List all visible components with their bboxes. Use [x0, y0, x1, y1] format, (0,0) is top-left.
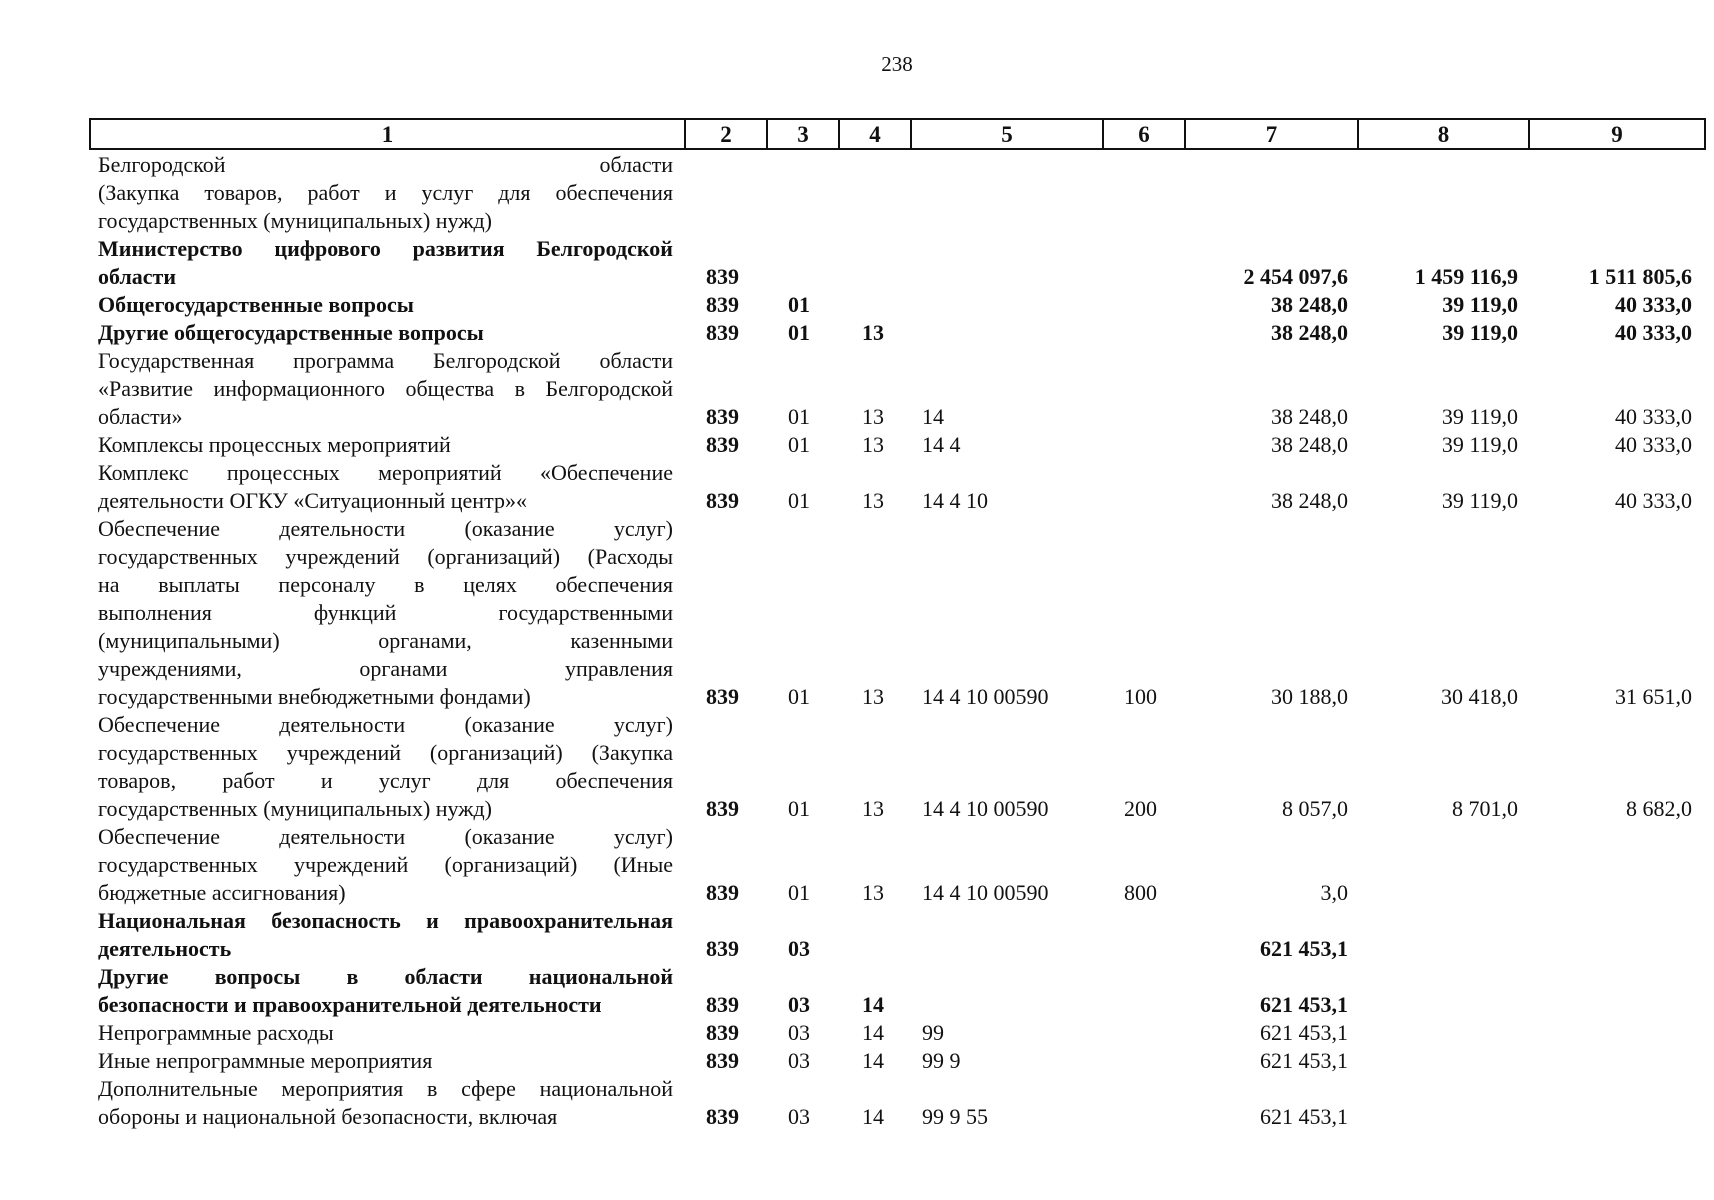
row-description	[98, 347, 673, 431]
cell-col-5: 14	[922, 404, 944, 429]
cell-col-7: 621 453,1	[1260, 1048, 1348, 1073]
cell-col-2: 839	[706, 488, 739, 513]
description-line: государственных (муниципальных) нужд)	[98, 796, 492, 821]
row-description	[98, 459, 673, 515]
cell-col-2: 839	[706, 292, 739, 317]
table-row	[0, 291, 1714, 319]
cell-col-7: 38 248,0	[1271, 292, 1348, 317]
row-description	[98, 1019, 673, 1047]
cell-col-3: 01	[788, 488, 810, 513]
table-row	[0, 459, 1714, 515]
cell-col-7: 621 453,1	[1260, 1020, 1348, 1045]
cell-col-5: 14 4 10 00590	[922, 796, 1049, 821]
description-line: деятельность	[98, 936, 232, 961]
cell-col-3: 03	[788, 1104, 810, 1129]
row-description	[98, 823, 673, 907]
cell-col-3: 03	[788, 1048, 810, 1073]
cell-col-9: 40 333,0	[1615, 292, 1692, 317]
cell-col-7: 8 057,0	[1282, 796, 1348, 821]
cell-col-5: 99 9 55	[922, 1104, 988, 1129]
cell-col-2: 839	[706, 264, 739, 289]
cell-col-4: 13	[862, 320, 884, 345]
cell-col-9: 40 333,0	[1615, 488, 1692, 513]
row-description	[98, 431, 673, 459]
cell-col-8: 39 119,0	[1441, 432, 1518, 457]
description-line: области	[98, 264, 177, 289]
description-line: государственных (муниципальных) нужд)	[98, 208, 492, 233]
cell-col-5: 99	[922, 1020, 944, 1045]
cell-col-3: 03	[788, 936, 810, 961]
cell-col-3: 01	[788, 796, 810, 821]
page-number: 238	[881, 52, 913, 76]
cell-col-4: 14	[862, 1048, 884, 1073]
cell-col-5: 14 4 10 00590	[922, 880, 1049, 905]
cell-col-3: 01	[788, 292, 810, 317]
cell-col-3: 01	[788, 880, 810, 905]
cell-col-7: 2 454 097,6	[1243, 264, 1348, 289]
cell-col-9: 8 682,0	[1626, 796, 1692, 821]
row-description	[98, 235, 673, 291]
cell-col-7: 38 248,0	[1271, 320, 1348, 345]
cell-col-4: 13	[862, 796, 884, 821]
description-line: области»	[98, 404, 183, 429]
header-col-8: 8	[1358, 119, 1529, 149]
cell-col-2: 839	[706, 880, 739, 905]
description-line: безопасности и правоохранительной деятельности	[98, 992, 602, 1017]
cell-col-6: 100	[1124, 684, 1157, 709]
row-description	[98, 1047, 673, 1075]
description-line: государственных учреждений (организаций) (Иные	[98, 852, 673, 877]
header-col-5: 5	[911, 119, 1103, 149]
header-col-1: 1	[90, 119, 685, 149]
description-line: Иные непрограммные мероприятия	[98, 1048, 433, 1073]
cell-col-7: 3,0	[1320, 880, 1348, 905]
description-line: обороны и национальной безопасности, включая	[98, 1104, 558, 1129]
cell-col-3: 01	[788, 684, 810, 709]
description-line: Белгородской области	[98, 152, 673, 177]
description-line: Общегосударственные вопросы	[98, 292, 414, 317]
cell-col-7: 621 453,1	[1260, 1104, 1348, 1129]
cell-col-2: 839	[706, 796, 739, 821]
row-description	[98, 963, 673, 1019]
cell-col-4: 13	[862, 432, 884, 457]
description-line: (муниципальными) органами, казенными	[98, 628, 673, 653]
description-line: на выплаты персоналу в целях обеспечения	[98, 572, 673, 597]
cell-col-9: 31 651,0	[1615, 684, 1692, 709]
cell-col-2: 839	[706, 1048, 739, 1073]
cell-col-7: 38 248,0	[1271, 488, 1348, 513]
cell-col-6: 800	[1124, 880, 1157, 905]
row-description	[98, 711, 673, 823]
description-line: товаров, работ и услуг для обеспечения	[98, 768, 673, 793]
description-line: Другие общегосударственные вопросы	[98, 320, 484, 345]
description-line: Обеспечение деятельности (оказание услуг)	[98, 712, 673, 737]
cell-col-8: 30 418,0	[1441, 684, 1518, 709]
cell-col-5: 14 4	[922, 432, 961, 457]
cell-col-5: 99 9	[922, 1048, 961, 1073]
cell-col-4: 14	[862, 1020, 884, 1045]
description-line: Национальная безопасность и правоохранительная	[98, 908, 673, 933]
cell-col-8: 39 119,0	[1441, 404, 1518, 429]
description-line: «Развитие информационного общества в Белгородской	[98, 376, 673, 401]
description-line: Комплексы процессных мероприятий	[98, 432, 451, 457]
header-col-2: 2	[685, 119, 767, 149]
cell-col-2: 839	[706, 404, 739, 429]
row-description	[98, 291, 673, 319]
table-row	[0, 1047, 1714, 1075]
cell-col-8: 39 119,0	[1441, 488, 1518, 513]
table-row	[0, 711, 1714, 823]
description-line: Государственная программа Белгородской области	[98, 348, 673, 373]
table-row	[0, 963, 1714, 1019]
cell-col-3: 03	[788, 992, 810, 1017]
description-line: Дополнительные мероприятия в сфере национальной	[98, 1076, 673, 1101]
description-line: государственных учреждений (организаций) (Расходы	[98, 544, 673, 569]
description-line: Непрограммные расходы	[98, 1020, 334, 1045]
description-line: Министерство цифрового развития Белгородской	[98, 236, 673, 261]
table-body	[0, 151, 1714, 1131]
cell-col-8: 39 119,0	[1442, 292, 1518, 317]
description-line: Обеспечение деятельности (оказание услуг)	[98, 824, 673, 849]
cell-col-7: 621 453,1	[1260, 992, 1348, 1017]
cell-col-2: 839	[706, 320, 739, 345]
row-description	[98, 907, 673, 963]
cell-col-3: 01	[788, 432, 810, 457]
header-col-6: 6	[1103, 119, 1185, 149]
cell-col-2: 839	[706, 1020, 739, 1045]
table-row	[0, 235, 1714, 291]
table-row	[0, 151, 1714, 235]
description-line: деятельности ОГКУ «Ситуационный центр»«	[98, 488, 527, 513]
table-row	[0, 1019, 1714, 1047]
cell-col-2: 839	[706, 936, 739, 961]
row-description	[98, 1075, 673, 1131]
description-line: выполнения функций государственными	[98, 600, 673, 625]
table-row	[0, 1075, 1714, 1131]
cell-col-7: 38 248,0	[1271, 432, 1348, 457]
cell-col-3: 03	[788, 1020, 810, 1045]
row-description	[98, 515, 673, 711]
cell-col-4: 14	[862, 992, 884, 1017]
row-description	[98, 151, 673, 235]
description-line: Комплекс процессных мероприятий «Обеспечение	[98, 460, 673, 485]
cell-col-9: 40 333,0	[1615, 404, 1692, 429]
table-row	[0, 907, 1714, 963]
cell-col-5: 14 4 10 00590	[922, 684, 1049, 709]
table-row	[0, 347, 1714, 431]
cell-col-7: 30 188,0	[1271, 684, 1348, 709]
cell-col-8: 8 701,0	[1452, 796, 1518, 821]
cell-col-9: 40 333,0	[1615, 320, 1692, 345]
description-line: учреждениями, органами управления	[98, 656, 673, 681]
description-line: Другие вопросы в области национальной	[98, 964, 673, 989]
cell-col-4: 13	[862, 404, 884, 429]
cell-col-3: 01	[788, 320, 810, 345]
cell-col-7: 38 248,0	[1271, 404, 1348, 429]
header-col-3: 3	[767, 119, 839, 149]
cell-col-9: 40 333,0	[1615, 432, 1692, 457]
cell-col-6: 200	[1124, 796, 1157, 821]
cell-col-7: 621 453,1	[1260, 936, 1348, 961]
cell-col-4: 13	[862, 880, 884, 905]
table-row	[0, 431, 1714, 459]
table-row	[0, 515, 1714, 711]
description-line: (Закупка товаров, работ и услуг для обеспечения	[98, 180, 673, 205]
cell-col-4: 13	[862, 684, 884, 709]
cell-col-2: 839	[706, 684, 739, 709]
header-col-7: 7	[1185, 119, 1358, 149]
cell-col-2: 839	[706, 432, 739, 457]
row-description	[98, 319, 673, 347]
description-line: бюджетные ассигнования)	[98, 880, 346, 905]
cell-col-4: 13	[862, 488, 884, 513]
header-col-4: 4	[839, 119, 911, 149]
cell-col-8: 1 459 116,9	[1414, 264, 1518, 289]
table-header	[89, 118, 1706, 150]
table-row	[0, 823, 1714, 907]
table-row	[0, 319, 1714, 347]
cell-col-2: 839	[706, 992, 739, 1017]
cell-col-9: 1 511 805,6	[1588, 264, 1692, 289]
cell-col-5: 14 4 10	[922, 488, 988, 513]
cell-col-2: 839	[706, 1104, 739, 1129]
header-col-9: 9	[1529, 119, 1705, 149]
cell-col-8: 39 119,0	[1442, 320, 1518, 345]
cell-col-3: 01	[788, 404, 810, 429]
cell-col-4: 14	[862, 1104, 884, 1129]
description-line: государственных учреждений (организаций) (Закупка	[98, 740, 673, 765]
description-line: государственными внебюджетными фондами)	[98, 684, 531, 709]
description-line: Обеспечение деятельности (оказание услуг)	[98, 516, 673, 541]
